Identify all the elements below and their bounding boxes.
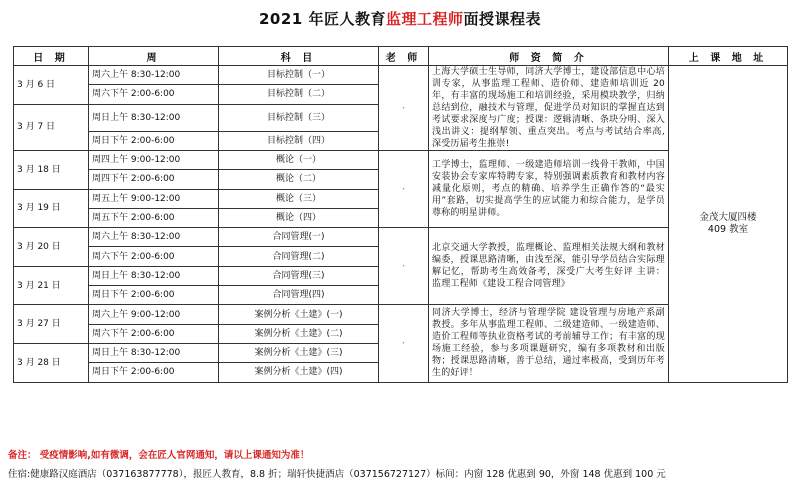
subject-cell: 案例分析《土建》(二)	[219, 324, 379, 343]
schedule-table	[13, 46, 788, 383]
subject-cell: 合同管理(三)	[219, 266, 379, 285]
subject-cell: 概论（三）	[219, 189, 379, 208]
header-subject: 科 目	[219, 47, 379, 66]
date-cell: 3 月 21 日	[14, 266, 89, 305]
header-date: 日 期	[14, 47, 89, 66]
teacher-cell: ·	[379, 305, 429, 382]
subject-cell: 案例分析《土建》(一)	[219, 305, 379, 324]
time-cell: 周六下午 2:00-6:00	[89, 247, 219, 266]
subject-cell: 案例分析《土建》(四)	[219, 363, 379, 382]
time-cell: 周日下午 2:00-6:00	[89, 286, 219, 305]
time-cell: 周五下午 2:00-6:00	[89, 208, 219, 227]
subject-cell: 概论（一）	[219, 151, 379, 170]
header-teacher: 老 师	[379, 47, 429, 66]
subject-cell: 目标控制（一）	[219, 66, 379, 85]
teacher-cell: ·	[379, 66, 429, 151]
date-cell: 3 月 28 日	[14, 343, 89, 382]
subject-cell: 合同管理(一)	[219, 228, 379, 247]
location-room: 409 教室	[707, 223, 749, 235]
header-row	[14, 47, 788, 66]
header-profile: 师 资 简 介	[429, 47, 669, 66]
teacher-profile: 同济大学博士，经济与管理学院 建设管理与房地产系副教授。多年从事监理工程师、二级建造师、一级建造师、造价工程师等执业资格考试的考前辅导工作；有丰富的现场施工经验，参与多项课题研究，编有多项教材和出版物；授课思路清晰，善于总结，通过率极高，受到历年考生的好评！	[429, 305, 669, 382]
subject-cell: 案例分析《土建》(三)	[219, 343, 379, 362]
subject-cell: 目标控制（二）	[219, 85, 379, 104]
date-cell: 3 月 27 日	[14, 305, 89, 344]
time-cell: 周六上午 9:00-12:00	[89, 305, 219, 324]
time-cell: 周六下午 2:00-6:00	[89, 85, 219, 104]
teacher-cell: ·	[379, 228, 429, 305]
time-cell: 周六上午 8:30-12:00	[89, 66, 219, 85]
time-cell: 周六下午 2:00-6:00	[89, 324, 219, 343]
date-cell: 3 月 18 日	[14, 151, 89, 190]
time-cell: 周日上午 8:30-12:00	[89, 266, 219, 285]
time-cell: 周五上午 9:00-12:00	[89, 189, 219, 208]
date-cell: 3 月 6 日	[14, 66, 89, 105]
subject-cell: 合同管理(四)	[219, 286, 379, 305]
time-cell: 周四下午 2:00-6:00	[89, 170, 219, 189]
date-cell: 3 月 7 日	[14, 104, 89, 150]
location-cell	[669, 66, 788, 383]
subject-cell: 目标控制（四）	[219, 131, 379, 150]
table-row	[14, 66, 788, 85]
time-cell: 周六上午 8:30-12:00	[89, 228, 219, 247]
subject-cell: 概论（二）	[219, 170, 379, 189]
time-cell: 周日下午 2:00-6:00	[89, 131, 219, 150]
title-highlight: 监理工程师	[385, 10, 464, 28]
time-cell: 周四上午 9:00-12:00	[89, 151, 219, 170]
time-cell: 周日下午 2:00-6:00	[89, 363, 219, 382]
header-week: 周	[89, 47, 219, 66]
header-location: 上 课 地 址	[669, 47, 788, 66]
lodging-info: 住宿:健康路汉庭酒店（037163877778），报匠人教育，8.8 折；瑞轩快捷酒店（037156727127）标间：内窗 128 优惠到 90，外窗 148 优惠到 100 元	[8, 469, 666, 480]
time-cell: 周日上午 8:30-12:00	[89, 104, 219, 131]
date-cell: 3 月 19 日	[14, 189, 89, 228]
page-title: 2021 年匠人教育监理工程师面授课程表	[258, 10, 541, 28]
teacher-cell: ·	[379, 151, 429, 228]
subject-cell: 合同管理(二)	[219, 247, 379, 266]
time-cell: 周日上午 8:30-12:00	[89, 343, 219, 362]
location-building: 金茂大厦四楼	[699, 211, 757, 223]
subject-cell: 目标控制（三）	[219, 104, 379, 131]
notice-text: 备注： 受疫情影响,如有微调，会在匠人官网通知，请以上课通知为准！	[8, 450, 310, 461]
teacher-profile: 北京交通大学教授，监理概论、监理相关法规大纲和教材编委，授课思路清晰，由浅至深，能引导学员结合实际理解记忆，帮助考生高效备考，深受广大考生好评 主讲：监理工程师《建设工程合同管理》	[429, 228, 669, 305]
date-cell: 3 月 20 日	[14, 228, 89, 267]
teacher-profile: 工学博士，监理师、一级建造师培训一线骨干教师，中国安装协会专家库特聘专家，特别强调素质教育和教材内容减量化原则，考点的精确、培养学生正确作答的“最实用”套路，切实提高学生的应试能力和综合能力，是学员尊称的明星讲师。	[429, 151, 669, 228]
teacher-profile: 上海大学硕士生导师，同济大学博士，建设部信息中心培训专家，从事监理工程师、造价师、建造师培训近 20 年，有丰富的现场施工和培训经验，采用模块教学，归纳总结到位，融技术与管理，促进学员对知识的掌握直达到考试要求深度与广度；授课：逻辑清晰、条块分明、深入浅出讲义：提纲挈领、重点突出。考点与考试结合率高,深受历届考生推崇!	[429, 66, 669, 151]
subject-cell: 概论（四）	[219, 208, 379, 227]
